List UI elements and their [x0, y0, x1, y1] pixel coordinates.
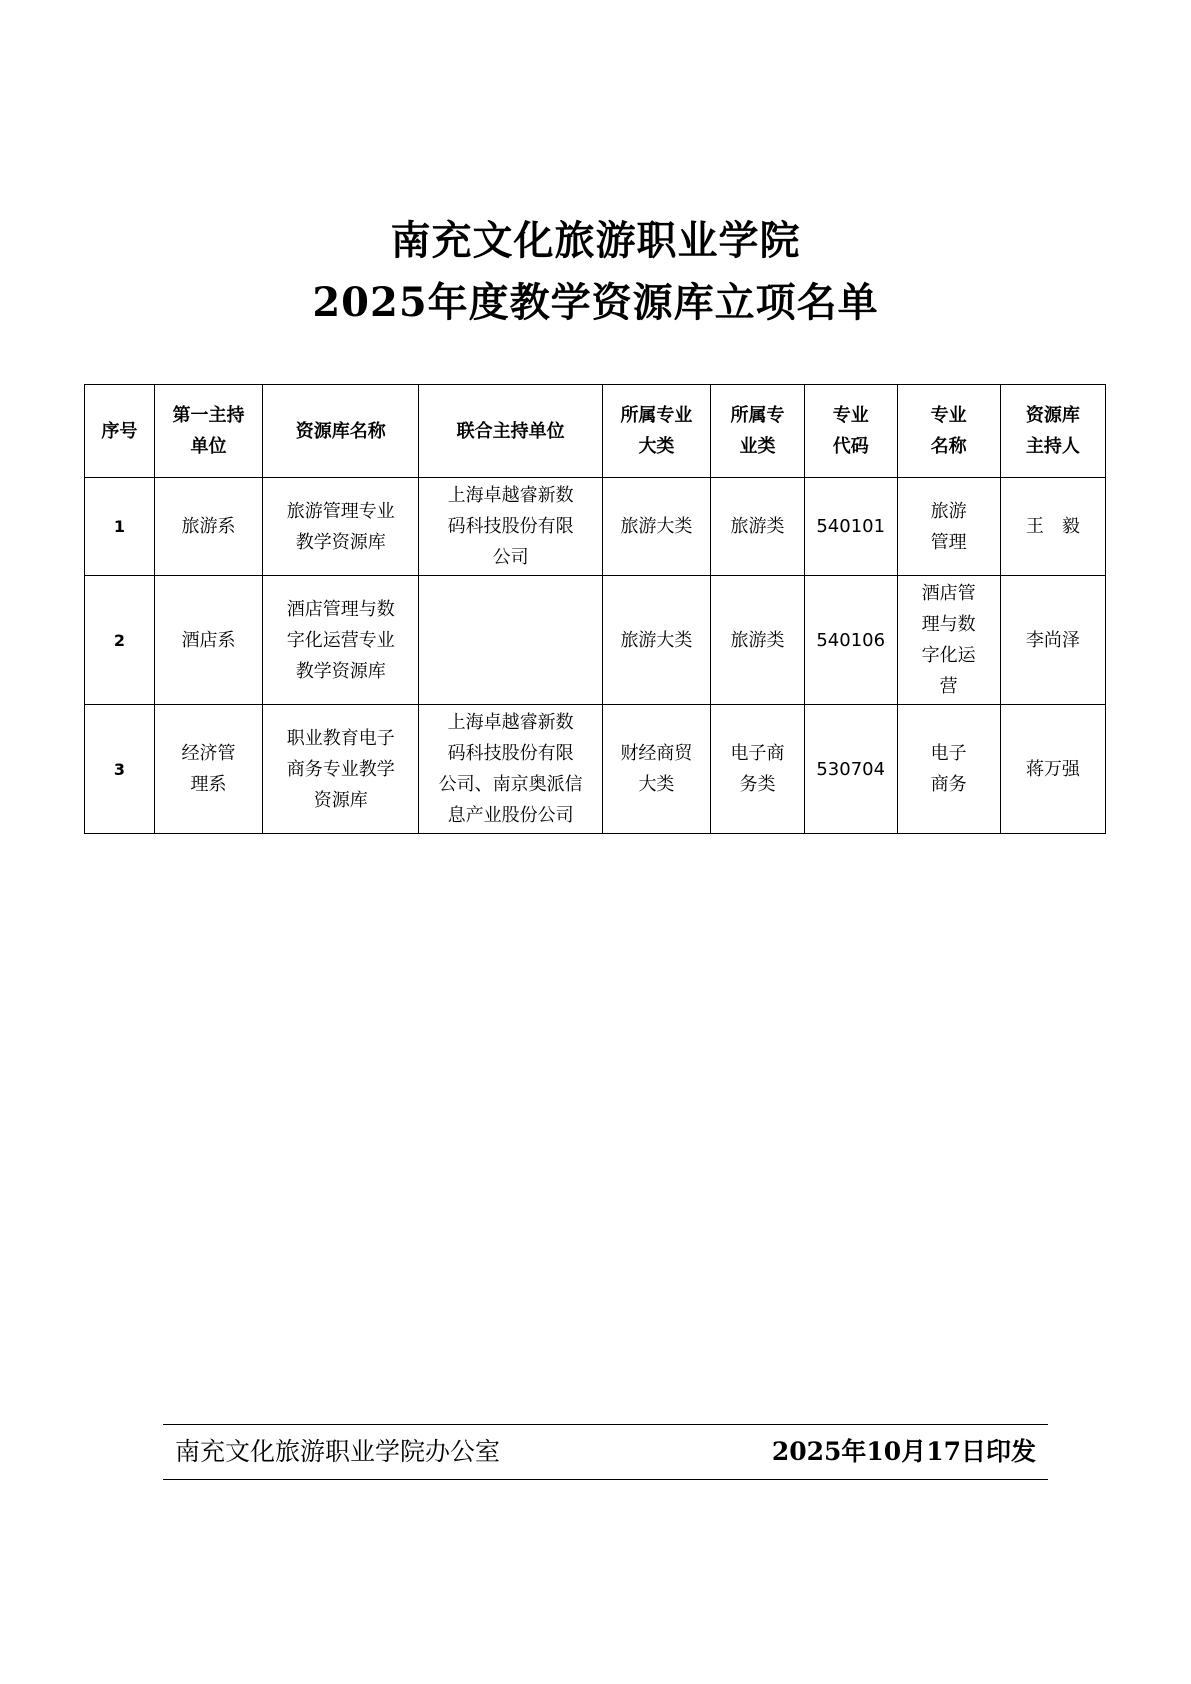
- cell-category-line: 旅游大类: [620, 516, 693, 537]
- cell-index: 1: [85, 478, 155, 576]
- cell-host-person-line: 王 毅: [1025, 516, 1080, 537]
- cell-host-unit: [154, 705, 262, 834]
- header-code-line: 专业: [832, 405, 869, 426]
- header-index-line: 序号: [101, 420, 138, 442]
- cell-resource-name-line: 酒店管理与数: [286, 598, 395, 620]
- issuer-name: 南充文化旅游职业学院办公室: [175, 1437, 501, 1466]
- header-host-person-line: 资源库: [1025, 405, 1080, 426]
- document-title: 南充文化旅游职业学院: [390, 217, 801, 264]
- cell-index: 2: [85, 576, 155, 705]
- table-header-row: [85, 385, 1106, 478]
- header-class: [711, 385, 805, 478]
- cell-major-line: 旅游: [930, 500, 967, 522]
- cell-host-unit-line: 旅游系: [181, 516, 236, 537]
- header-host-unit: [154, 385, 262, 478]
- header-major-line: 专业: [930, 405, 967, 426]
- issue-date: 2025年10月17日印发: [771, 1437, 1036, 1466]
- cell-co-host: [419, 705, 602, 834]
- cell-major-line: 电子: [930, 743, 967, 764]
- cell-major-line: 酒店管: [921, 583, 976, 604]
- header-code: [804, 385, 897, 478]
- cell-category: [602, 478, 710, 576]
- issuance-footer: [163, 1424, 1048, 1480]
- cell-class: [711, 705, 805, 834]
- cell-resource-name-line: 商务专业教学: [286, 758, 395, 780]
- cell-co-host: [419, 576, 602, 705]
- header-class-line: 所属专: [730, 405, 785, 426]
- title-block: [0, 210, 1191, 334]
- cell-resource-name: [263, 576, 419, 705]
- cell-resource-name-line: 教学资源库: [295, 531, 386, 553]
- header-co-host-line: 联合主持单位: [456, 420, 565, 442]
- cell-resource-name: [263, 705, 419, 834]
- header-host-person: [1000, 385, 1105, 478]
- cell-co-host-line: 公司: [492, 547, 529, 568]
- cell-major: [897, 478, 1000, 576]
- table-row: [85, 478, 1106, 576]
- header-major-line: 名称: [930, 436, 967, 457]
- cell-major-line: 理与数: [921, 614, 976, 635]
- header-resource-name: [263, 385, 419, 478]
- project-table: [84, 384, 1106, 834]
- cell-co-host-line: 息产业股份公司: [447, 805, 574, 826]
- cell-resource-name-line: 教学资源库: [295, 660, 386, 682]
- header-category-line: 所属专业: [620, 405, 693, 426]
- cell-major-line: 字化运: [921, 645, 976, 666]
- cell-host-unit: [154, 478, 262, 576]
- cell-class: [711, 576, 805, 705]
- cell-major-line: 营: [939, 676, 958, 697]
- cell-class-line: 务类: [739, 774, 776, 795]
- cell-host-unit-line: 酒店系: [181, 629, 236, 651]
- document-subtitle: 2025年度教学资源库立项名单: [312, 279, 879, 326]
- table-row: [85, 576, 1106, 705]
- cell-resource-name-line: 旅游管理专业: [286, 500, 395, 522]
- cell-resource-name-line: 职业教育电子: [286, 727, 395, 749]
- cell-major-line: 商务: [930, 774, 967, 795]
- cell-class-line: 旅游类: [730, 516, 785, 537]
- cell-code: 530704: [804, 705, 897, 834]
- project-table-container: [84, 384, 1106, 834]
- header-co-host: [419, 385, 602, 478]
- cell-class-line: 电子商: [730, 743, 785, 764]
- table-body: [85, 478, 1106, 834]
- cell-host-person: [1000, 478, 1105, 576]
- cell-category-line: 大类: [638, 774, 675, 795]
- cell-major: [897, 705, 1000, 834]
- cell-resource-name-line: 字化运营专业: [286, 629, 395, 651]
- cell-resource-name: [263, 478, 419, 576]
- cell-resource-name-line: 资源库: [313, 789, 368, 811]
- cell-co-host-line: 码科技股份有限: [447, 743, 574, 764]
- table-row: [85, 705, 1106, 834]
- header-class-line: 业类: [739, 436, 776, 457]
- cell-class-line: 旅游类: [730, 629, 785, 651]
- cell-major-line: 管理: [930, 531, 967, 553]
- cell-host-person-line: 李尚泽: [1025, 629, 1080, 651]
- cell-category: [602, 576, 710, 705]
- cell-category: [602, 705, 710, 834]
- header-host-person-line: 主持人: [1025, 436, 1080, 457]
- cell-host-person-line: 蒋万强: [1025, 758, 1080, 780]
- cell-category-line: 旅游大类: [620, 629, 693, 651]
- header-category: [602, 385, 710, 478]
- cell-class: [711, 478, 805, 576]
- cell-code: 540106: [804, 576, 897, 705]
- cell-host-unit-line: 经济管: [181, 743, 236, 764]
- cell-code: 540101: [804, 478, 897, 576]
- cell-host-unit-line: 理系: [190, 774, 227, 795]
- header-major: [897, 385, 1000, 478]
- header-code-line: 代码: [832, 436, 869, 457]
- header-host-unit-line: 第一主持: [172, 405, 245, 426]
- cell-co-host-line: 公司、南京奥派信: [438, 774, 583, 795]
- cell-index: 3: [85, 705, 155, 834]
- cell-major: [897, 576, 1000, 705]
- cell-host-person: [1000, 576, 1105, 705]
- cell-co-host-line: 上海卓越睿新数: [447, 485, 574, 506]
- cell-host-person: [1000, 705, 1105, 834]
- cell-category-line: 财经商贸: [620, 743, 693, 764]
- header-index: [85, 385, 155, 478]
- cell-host-unit: [154, 576, 262, 705]
- header-category-line: 大类: [638, 436, 675, 457]
- header-resource-name-line: 资源库名称: [295, 420, 386, 442]
- header-host-unit-line: 单位: [190, 436, 227, 457]
- cell-co-host-line: 码科技股份有限: [447, 516, 574, 537]
- cell-co-host-line: 上海卓越睿新数: [447, 712, 574, 733]
- cell-co-host: [419, 478, 602, 576]
